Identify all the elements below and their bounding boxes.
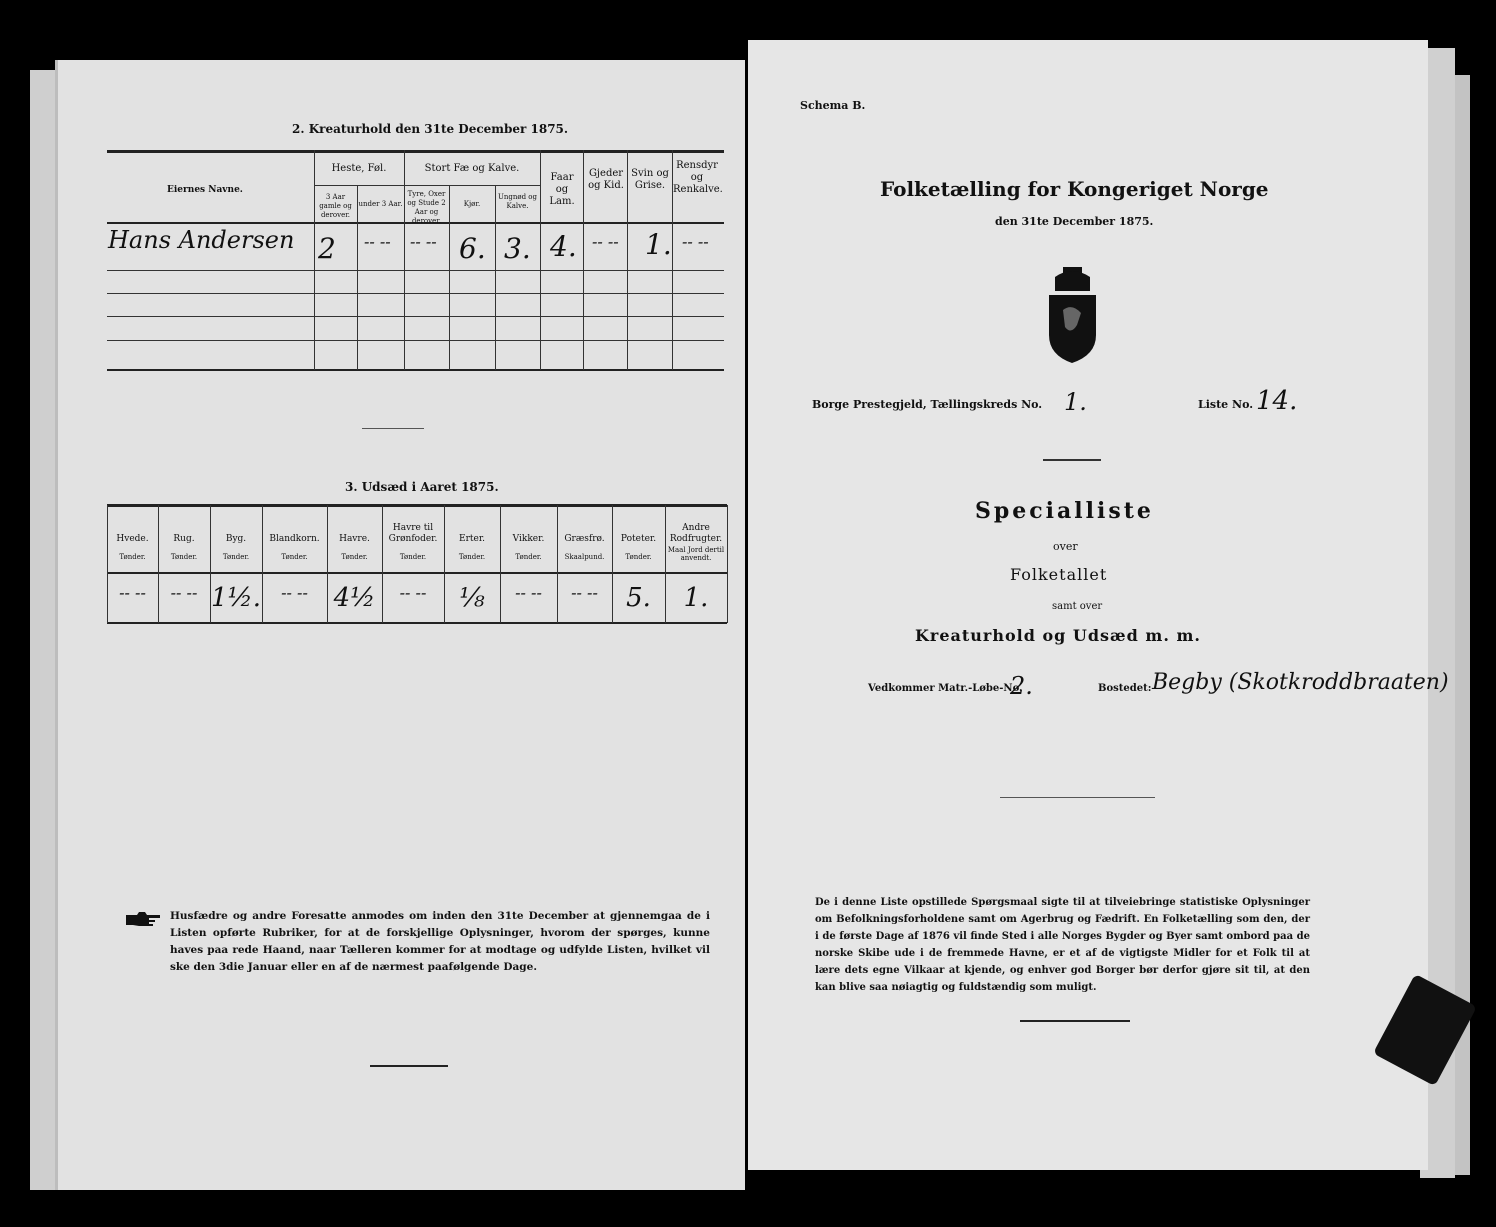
bostedet-label: Bostedet: [1098,683,1152,694]
divider-rule [362,428,424,429]
table-cell: 2 [318,232,336,265]
header-heste-sub1: 3 Aar gamle og derover. [319,193,352,219]
seed-value-cell: -- -- [515,583,542,602]
seed-header-unit: Tønder. [281,553,308,561]
header-stortfae-sub2: Kjør. [463,200,481,208]
col-divider [540,150,541,370]
table-cell: -- -- [410,232,437,251]
liste-label: Liste No. [1198,398,1254,411]
col-divider [627,150,628,370]
section3-title: 3. Udsæd i Aaret 1875. [345,480,499,494]
col-divider [449,185,450,370]
table-top-rule [107,150,724,153]
seed-col-divider [727,505,728,623]
header-stortfae-sub3: Ungnød og Kalve. [497,193,537,210]
seed-value-cell: -- -- [399,583,427,602]
seed-header-name: Andre Rodfrugter. [669,523,723,544]
seed-value-cell: -- -- [119,583,146,602]
seed-header-unit: Tønder. [399,553,427,561]
seed-header-unit: Tønder. [119,553,146,561]
table-cell: -- -- [682,232,709,251]
seed-header-name: Poteter. [620,534,657,544]
seed-header-name: Vikker. [512,534,545,544]
header-rensdyr: Rensdyr og Renkalve. [673,160,723,195]
coat-of-arms-icon [1045,265,1100,365]
folketallet-heading: Folketallet [1010,565,1108,584]
header-heste-sub2: under 3 Aar. [358,200,403,208]
table-cell: 4. [550,230,577,263]
subheader-line [314,185,540,186]
document-date: den 31te December 1875. [995,215,1154,228]
owner-name-cell: Hans Andersen [108,226,295,254]
specialliste-heading: Specialliste [975,498,1154,524]
seed-header-unit: Tønder. [222,553,250,561]
matr-label: Vedkommer Matr.-Løbe-No. [868,683,1023,694]
seed-value-cell: 5. [626,583,651,613]
over-label: over [1053,540,1078,553]
schema-label: Schema B. [800,99,866,112]
table-cell: 6. [459,232,486,265]
kreaturhold-heading: Kreaturhold og Udsæd m. m. [915,626,1201,645]
seed-header-name: Rug. [173,534,195,544]
col-divider [583,150,584,370]
table-cell: 3. [504,232,531,265]
col-divider [357,185,358,370]
table-row-line [107,316,724,317]
table-row-line [107,270,724,271]
seed-col-divider [262,505,263,623]
notice-text: Husfædre og andre Foresatte anmodes om inden den 31te December at gjennemgaa de i Listen opførte Rubriker, for at de forskjellige Oplysninger, hvorom der spørges, kunne haves paa rede Haand, naar Tælleren kommer for at modtage og udfylde Listen, hvilket vil ske den 3die Januar eller en af de nærmest paafølgende Dage. [170,910,710,973]
header-stortfae-sub1: Tyre, Oxer og Stude 2 Aar og derover. [407,190,446,225]
divider-rule [1043,459,1101,461]
header-heste: Heste, Føl. [331,163,387,174]
seed-header-name: Byg. [225,534,247,544]
seed-value-cell: 4½ [333,583,376,613]
seed-header-unit: Tønder. [515,553,542,561]
seed-header-name: Hvede. [116,534,149,544]
col-divider [314,150,315,370]
seed-value-cell: -- -- [571,583,598,602]
seed-col-divider [158,505,159,623]
table-cell: -- -- [364,232,391,251]
seed-header-unit: Tønder. [625,553,652,561]
seed-header-unit: Tønder. [458,553,486,561]
seed-header-unit: Tønder. [170,553,198,561]
seed-header-unit: Maal Jord dertil anvendt. [667,546,725,562]
samt-over-label: samt over [1052,601,1103,612]
seed-col-divider [557,505,558,623]
seed-col-divider [107,505,108,623]
header-stortfae: Stort Fæ og Kalve. [424,163,520,174]
divider-rule [1000,797,1155,798]
seed-header-name: Havre til Grønfoder. [388,523,438,544]
footer-text: De i denne Liste opstillede Spørgsmaal sigte til at tilveiebringe statistiske Oplysninger om Befolkningsforholdene samt om Agerbrug og Fædrift. En Folketælling som den, der i de første Dage af 1876 vil finde Sted i alle Norges Bygder og Byer samt ombord paa de norske Skibe ude i de fremmede Havne, er et af de vigtigste Midler for et Folk til at lære dets egne Vilkaar at kjende, og enhver god Borger bør derfor gjøre sit til, at den kan blive saa nøiagtig og fuldstændig som muligt. [815,897,1310,993]
divider-rule [370,1065,448,1067]
header-owner: Eiernes Navne. [167,185,243,195]
seed-value-cell: 1. [683,583,709,613]
liste-number: 14. [1256,386,1298,416]
table-row-line [107,340,724,341]
prestegjeld-label: Borge Prestegjeld, Tællingskreds No. [812,398,1043,411]
document-title: Folketælling for Kongeriget Norge [880,177,1269,201]
header-gjeder: Gjeder og Kid. [588,168,624,191]
divider-rule [1020,1020,1130,1022]
seed-value-cell: -- -- [170,583,198,602]
col-divider [404,150,405,370]
table-cell: 1. [645,228,672,261]
table-cell: -- -- [592,232,619,251]
kreds-number: 1. [1064,388,1087,416]
seed-header-name: Græsfrø. [564,534,605,544]
table-bottom-rule [107,369,724,371]
bostedet-value: Begby (Skotkroddbraaten) [1152,670,1449,695]
pointing-hand-icon [125,910,161,928]
seed-header-unit: Skaalpund. [564,553,605,561]
seed-value-cell: 1½. [210,583,261,613]
seed-header-name: Havre. [339,534,370,544]
col-divider [495,185,496,370]
header-faar: Faar og Lam. [549,172,575,207]
seed-value-cell: -- -- [281,583,308,602]
section2-title: 2. Kreaturhold den 31te December 1875. [292,122,569,136]
seed-header-name: Blandkorn. [269,534,320,544]
seed-table-header-rule [107,572,727,574]
seed-value-cell: ⅛ [459,583,485,613]
seed-table-top-rule [107,504,727,507]
seed-header-name: Erter. [459,534,485,544]
header-svin: Svin og Grise. [631,168,669,191]
seed-header-unit: Tønder. [341,553,368,561]
matr-number: 2. [1010,672,1033,700]
table-row-line [107,293,724,294]
seed-table-bottom-rule [107,622,727,624]
seed-col-divider [500,505,501,623]
